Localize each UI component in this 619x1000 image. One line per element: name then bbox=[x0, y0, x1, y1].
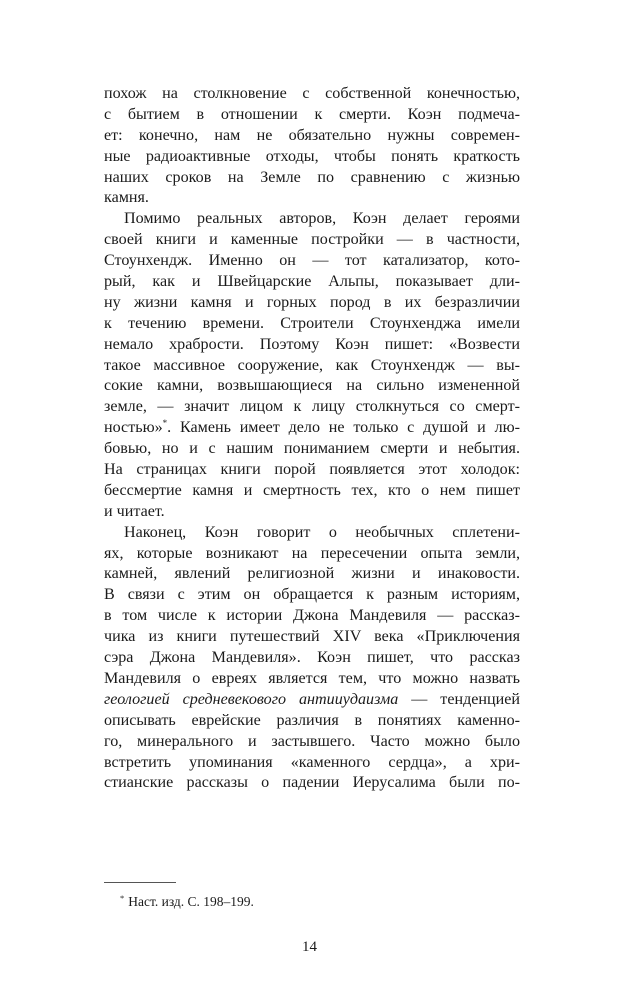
text-line bbox=[104, 376, 520, 397]
line-text: своей книги и каменные постройки — в частности, bbox=[104, 231, 520, 249]
line-text: На страницах книги порой появляется этот холодок: bbox=[104, 461, 520, 479]
line-text: земле, — значит лицом к лицу столкнуться со смерт- bbox=[104, 398, 520, 416]
footnote bbox=[120, 893, 254, 911]
footnote-text: Наст. изд. С. 198–199. bbox=[128, 894, 254, 909]
text-line bbox=[104, 293, 520, 314]
text-line bbox=[104, 272, 520, 293]
text-line bbox=[104, 84, 520, 105]
line-text-continued: . Камень имеет дело не только с душой и лю- bbox=[167, 419, 520, 437]
text-line bbox=[104, 168, 520, 189]
line-text: и читает. bbox=[104, 502, 165, 520]
line-text: ностью» bbox=[104, 419, 163, 437]
text-line bbox=[104, 732, 520, 753]
line-text: ну жизни камня и горных пород в их безразличии bbox=[104, 293, 520, 311]
text-line bbox=[104, 147, 520, 168]
line-text: Стоунхендж. Именно он — тот катализатор, кото- bbox=[104, 252, 520, 270]
line-text-continued: — тенденцией bbox=[398, 690, 520, 708]
line-text: с бытием в отношении к смерти. Коэн подмеча- bbox=[104, 105, 520, 123]
text-line bbox=[104, 585, 520, 606]
text-line bbox=[104, 773, 520, 794]
text-line bbox=[104, 209, 520, 230]
line-text: сокие камни, возвышающиеся на сильно измененной bbox=[104, 377, 520, 395]
text-line bbox=[104, 481, 520, 502]
line-text: в том числе к истории Джона Мандевиля — рассказ- bbox=[104, 607, 520, 625]
line-text: стианские рассказы о падении Иерусалима были по- bbox=[104, 774, 520, 792]
text-line bbox=[104, 564, 520, 585]
text-line bbox=[104, 669, 520, 690]
line-text: ях, которые возникают на пересечении опыта земли, bbox=[104, 544, 520, 562]
line-text: ные радиоактивные отходы, чтобы понять краткость bbox=[104, 147, 520, 165]
text-line bbox=[104, 230, 520, 251]
text-line bbox=[104, 439, 520, 460]
text-line bbox=[104, 356, 520, 377]
line-text: такое массивное сооружение, как Стоунхендж — вы- bbox=[104, 356, 520, 374]
text-line bbox=[104, 335, 520, 356]
line-text: Мандевиля о евреях является тем, что можно назвать bbox=[104, 669, 520, 687]
line-text: наших сроков на Земле по сравнению с жизнью bbox=[104, 168, 520, 186]
line-text: камня. bbox=[104, 189, 149, 207]
text-line bbox=[104, 606, 520, 627]
line-text: бовью, но и с нашим пониманием смерти и небытия. bbox=[104, 440, 520, 458]
line-text: рый, как и Швейцарские Альпы, показывает дли- bbox=[104, 273, 520, 291]
line-text: го, минерального и застывшего. Часто можно было bbox=[104, 732, 520, 750]
footnote-reference: * bbox=[162, 418, 168, 429]
footnote-marker: * bbox=[120, 893, 125, 903]
text-line bbox=[104, 502, 520, 523]
line-text: описывать еврейские различия в понятиях каменно- bbox=[104, 711, 520, 729]
text-line bbox=[104, 523, 520, 544]
text-line bbox=[104, 690, 520, 711]
line-text: Наконец, Коэн говорит о необычных сплетени- bbox=[124, 523, 520, 541]
line-text: к течению времени. Строители Стоунхенджа имели bbox=[104, 314, 520, 332]
line-text: сэра Джона Мандевиля». Коэн пишет, что рассказ bbox=[104, 649, 520, 667]
line-text: Помимо реальных авторов, Коэн делает героями bbox=[124, 210, 520, 228]
text-line bbox=[104, 188, 520, 209]
body-text bbox=[104, 84, 520, 794]
text-line bbox=[104, 105, 520, 126]
line-text: чика из книги путешествий XIV века «Приключения bbox=[104, 628, 520, 646]
text-line bbox=[104, 460, 520, 481]
text-line bbox=[104, 397, 520, 418]
text-line bbox=[104, 314, 520, 335]
text-line bbox=[104, 753, 520, 774]
italic-phrase: геологией средневекового антииудаизма bbox=[104, 690, 399, 708]
line-text: бессмертие камня и смертность тех, кто о нем пишет bbox=[104, 481, 520, 499]
text-line bbox=[104, 126, 520, 147]
line-text: встретить упоминания «каменного сердца», а хри- bbox=[104, 753, 520, 771]
line-text: немало храбрости. Поэтому Коэн пишет: «Возвести bbox=[104, 335, 520, 353]
text-line bbox=[104, 251, 520, 272]
text-line bbox=[104, 544, 520, 565]
footnote-divider bbox=[104, 882, 176, 883]
page-number: 14 bbox=[302, 939, 317, 955]
text-line bbox=[104, 648, 520, 669]
text-line bbox=[104, 418, 520, 439]
text-line bbox=[104, 627, 520, 648]
line-text: В связи с этим он обращается к разным историям, bbox=[104, 586, 520, 604]
line-text: похож на столкновение с собственной конечностью, bbox=[104, 85, 520, 102]
line-text: камней, явлений религиозной жизни и инаковости. bbox=[104, 565, 520, 583]
line-text: ет: конечно, нам не обязательно нужны современ- bbox=[104, 126, 520, 144]
text-line bbox=[104, 711, 520, 732]
